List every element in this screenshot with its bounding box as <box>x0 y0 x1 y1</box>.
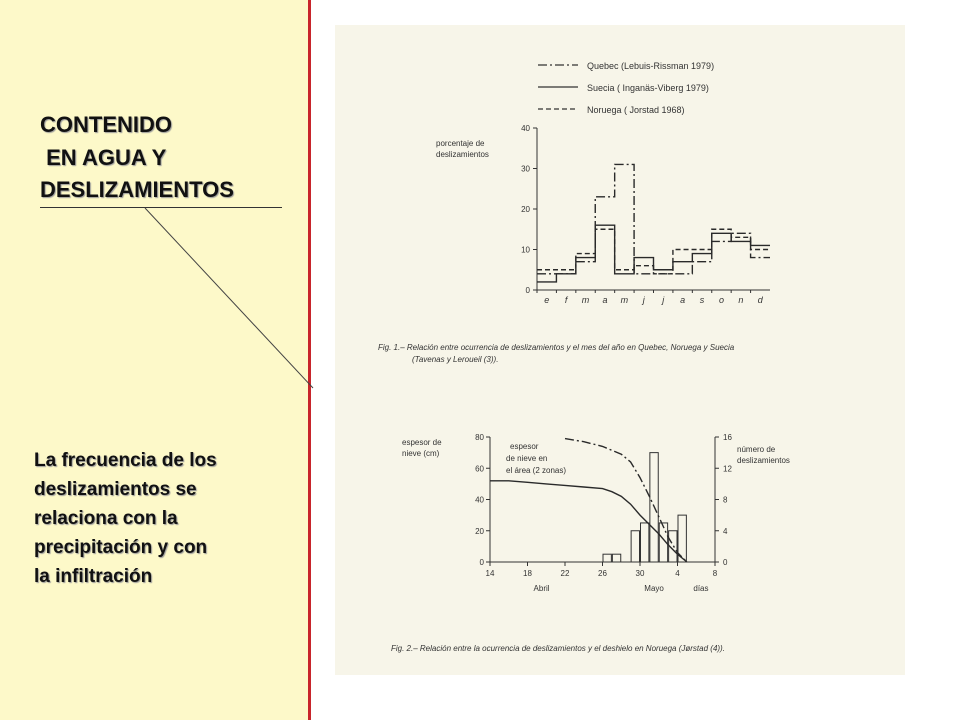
x-unit-label: días <box>693 584 709 593</box>
figure-caption: (Tavenas y Leroueil (3)). <box>412 355 499 364</box>
x-tick-label: a <box>602 295 608 305</box>
y-axis-label: deslizamientos <box>436 150 489 159</box>
y-tick-label-left: 80 <box>475 433 484 442</box>
legend-label: Suecia ( Inganäs-Viberg 1979) <box>587 83 709 93</box>
figure-caption: Fig. 2.– Relación entre la ocurrencia de deslizamientos y el deshielo en Noruega (Jørstad (4)). <box>391 644 725 653</box>
y-axis-label-right: número de <box>737 445 776 454</box>
x-tick-label: e <box>544 295 550 305</box>
month-label-abril: Abril <box>533 584 550 593</box>
y-axis-label: porcentaje de <box>436 139 485 148</box>
snow-annotation: espesor <box>510 442 539 451</box>
x-tick-label: 4 <box>675 569 680 578</box>
x-tick-label: m <box>581 295 590 305</box>
y-tick-label-left: 0 <box>479 558 484 567</box>
y-tick-label: 30 <box>521 164 530 174</box>
body-text-line-3: relaciona con la <box>34 508 178 529</box>
month-label-mayo: Mayo <box>644 584 664 593</box>
x-tick-label: s <box>699 295 705 305</box>
figure-caption: Fig. 1.– Relación entre ocurrencia de deslizamientos y el mes del año en Quebec, Noruega y Suecia <box>378 343 735 352</box>
body-text-line-4: precipitación y con <box>34 537 208 558</box>
body-text-line-1: La frecuencia de los <box>34 450 217 471</box>
snow-annotation: el área (2 zonas) <box>506 466 567 475</box>
y-tick-label-left: 40 <box>475 495 484 505</box>
y-tick-label: 10 <box>521 245 530 255</box>
x-tick-label: n <box>738 295 744 305</box>
y-tick-label: 20 <box>521 205 530 214</box>
legend-label: Quebec (Lebuis-Rissman 1979) <box>587 61 715 71</box>
y-tick-label-right: 4 <box>723 526 728 536</box>
x-tick-label: m <box>620 295 629 305</box>
y-tick-label: 0 <box>525 286 530 295</box>
x-tick-label: 30 <box>635 569 645 578</box>
x-tick-label: 22 <box>560 569 570 578</box>
connector-line <box>145 208 313 388</box>
y-axis-label-left: nieve (cm) <box>402 449 440 458</box>
body-text-line-5: la infiltración <box>34 566 153 587</box>
y-tick-label-right: 16 <box>723 433 732 442</box>
x-tick-label: 14 <box>485 569 495 578</box>
x-tick-label: d <box>757 295 763 305</box>
snow-annotation: de nieve en <box>506 454 548 463</box>
x-tick-label: o <box>718 295 724 305</box>
y-tick-label-left: 20 <box>475 526 484 536</box>
y-tick-label-right: 12 <box>723 464 732 474</box>
y-axis-label-left: espesor de <box>402 438 442 447</box>
body-text-line-2: deslizamientos se <box>34 479 197 500</box>
y-axis-label-right: deslizamientos <box>737 456 790 465</box>
x-tick-label: 8 <box>712 569 718 578</box>
x-tick-label: j <box>662 295 665 305</box>
x-tick-label: 18 <box>523 569 532 578</box>
slide-title-line-3: DESLIZAMIENTOS <box>40 177 234 202</box>
x-tick-label: j <box>642 295 645 305</box>
slide-title-line-1: CONTENIDO <box>40 112 172 137</box>
y-tick-label-left: 60 <box>475 464 484 474</box>
y-tick-label-right: 8 <box>723 495 728 505</box>
slide-title-line-2: EN AGUA Y <box>40 145 167 170</box>
x-tick-label: f <box>564 295 568 305</box>
legend-label: Noruega ( Jorstad 1968) <box>587 105 685 115</box>
x-tick-label: a <box>680 295 686 305</box>
y-tick-label: 40 <box>521 124 530 133</box>
x-tick-label: 26 <box>598 569 607 578</box>
y-tick-label-right: 0 <box>723 558 728 567</box>
